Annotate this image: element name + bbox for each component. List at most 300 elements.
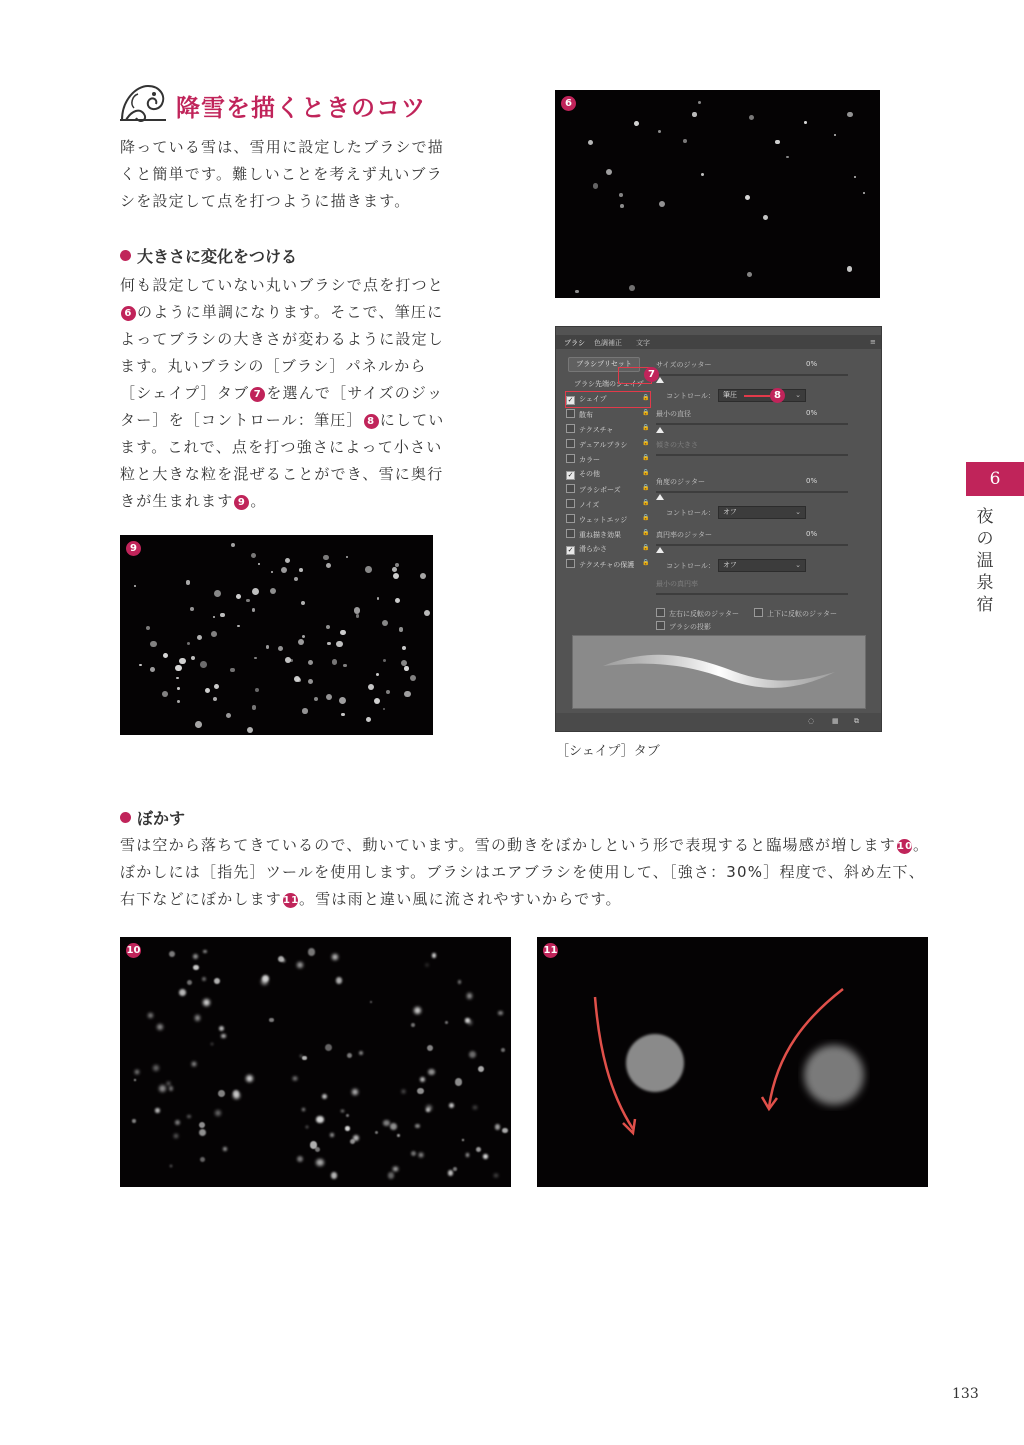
snow-flake (634, 121, 639, 126)
lock-icon[interactable]: 🔒 (642, 469, 650, 476)
snow-flake (252, 608, 255, 611)
snow-flake (297, 678, 301, 682)
min-diameter-value: 0% (806, 409, 818, 417)
snow-flake (404, 691, 410, 697)
text-run: を選んで［サイズのジッター］を［コントロール：筆圧］ (120, 384, 444, 429)
snow-flake (308, 948, 315, 955)
option-label: デュアルブラシ (579, 441, 628, 449)
snow-flake (254, 657, 257, 660)
snow-flake (747, 272, 752, 277)
snow-flake (135, 1070, 139, 1074)
option-checkbox[interactable] (566, 559, 575, 568)
snow-flake (420, 573, 426, 579)
snow-flake (261, 978, 268, 985)
snow-flake (426, 964, 428, 966)
snow-flake (175, 665, 181, 671)
option-label: 散布 (579, 411, 593, 419)
section-heading-size-variation (120, 244, 297, 267)
option-label: カラー (579, 456, 600, 464)
flip-x-jitter-option[interactable] (656, 608, 739, 619)
snow-flake (176, 677, 179, 680)
snow-flake (195, 721, 202, 728)
toggle-icon[interactable]: ◌ (808, 717, 815, 725)
snow-photo-10 (120, 937, 511, 1187)
snow-flake (847, 112, 853, 118)
tilt-scale-slider[interactable] (656, 454, 848, 456)
snow-flake (226, 713, 231, 718)
snow-flake (218, 1090, 225, 1097)
page-number: 133 (952, 1386, 979, 1402)
snow-flake (341, 1110, 343, 1112)
snow-flake (620, 204, 624, 208)
snow-flake (278, 646, 283, 651)
snow-flake (619, 193, 623, 197)
snow-flake (382, 620, 388, 626)
snow-flake (339, 697, 346, 704)
snow-flake (428, 1069, 434, 1075)
snow-flake (266, 645, 269, 648)
angle-jitter-value: 0% (806, 477, 818, 485)
lock-icon[interactable]: 🔒 (642, 454, 650, 461)
snow-flake (698, 101, 701, 104)
snow-flake (219, 1026, 224, 1031)
snow-flake (659, 201, 665, 207)
brush-option-item[interactable] (566, 529, 651, 543)
snow-flake (331, 1172, 338, 1179)
snow-flake (316, 1116, 323, 1123)
snow-flake (469, 1051, 476, 1058)
text-run: 雪は空から落ちてきているので、動いています。雪の動きをぼかしという形で表現すると臨場感が増します (120, 836, 896, 854)
chevron-down-icon: ⌄ (795, 391, 801, 399)
snow-flake (306, 1126, 308, 1128)
option-checkbox[interactable]: ✓ (567, 471, 574, 479)
min-diameter-slider[interactable] (656, 423, 848, 425)
roundness-jitter-label: 真円率のジッター (656, 531, 712, 539)
option-checkbox[interactable] (566, 529, 575, 538)
snow-flake (233, 1092, 240, 1099)
snow-flake (132, 1119, 135, 1122)
snow-flake (383, 659, 387, 663)
section1-paragraph (120, 272, 450, 515)
snow-flake (336, 977, 342, 983)
snow-flake (271, 571, 273, 573)
snow-flake (190, 607, 194, 611)
badge-10: 10 (896, 841, 914, 852)
snow-flake (214, 684, 220, 690)
angle-jitter-slider[interactable] (656, 491, 848, 493)
snow-flake (252, 588, 259, 595)
snow-flake (299, 568, 303, 572)
snow-flake (410, 675, 416, 681)
snow-flake (606, 169, 612, 175)
tab-brush[interactable]: ブラシ (564, 339, 585, 347)
snow-flake (281, 567, 288, 574)
snow-flake (200, 1157, 205, 1162)
snow-flake (353, 1135, 360, 1142)
flip-x-checkbox[interactable] (656, 608, 665, 617)
snow-flake (302, 708, 308, 714)
lock-icon[interactable]: 🔒 (642, 424, 650, 431)
snow-flake (502, 1128, 508, 1134)
snow-flake (302, 1056, 307, 1061)
bullet-icon (120, 812, 131, 823)
snow-flake (155, 1108, 159, 1112)
brush-option-item[interactable] (566, 424, 651, 438)
snow-flake (308, 660, 313, 665)
snow-flake (402, 646, 406, 650)
option-checkbox[interactable] (566, 424, 575, 433)
snow-flake (211, 1043, 213, 1045)
brush-panel-screenshot (555, 326, 882, 732)
lock-icon[interactable]: 🔒 (642, 514, 650, 521)
snow-flake (310, 1141, 317, 1148)
snow-flake (397, 1134, 399, 1136)
snow-flake (213, 616, 215, 618)
snow-flake (214, 978, 220, 984)
brush-option-item[interactable] (566, 454, 651, 468)
option-label: 滑らかさ (579, 545, 607, 553)
snow-flake (177, 700, 180, 703)
snow-flake (427, 1045, 433, 1051)
option-label: テクスチャ (579, 426, 614, 434)
snow-flake (169, 1086, 173, 1090)
photo-badge-11: 11 (543, 945, 558, 956)
snow-flake (191, 656, 195, 660)
lock-icon[interactable]: 🔒 (642, 409, 650, 416)
photo-badge-6: 6 (561, 96, 576, 111)
badge-6: 6 (121, 306, 136, 321)
option-label: その他 (579, 470, 600, 478)
section-heading-text: ぼかす (137, 809, 186, 828)
snow-flake (269, 1018, 273, 1022)
option-checkbox[interactable] (566, 484, 575, 493)
snow-flake (170, 1165, 172, 1167)
snow-flake (445, 1021, 448, 1024)
snow-flake (322, 1094, 327, 1099)
brush-option-item[interactable] (566, 469, 651, 483)
control3-dropdown-value: オフ (723, 561, 737, 569)
photo-badge-9: 9 (126, 541, 141, 556)
snow-flake (494, 1174, 497, 1177)
snow-photo-9 (120, 535, 433, 735)
snow-flake (246, 1075, 253, 1082)
snow-flake (415, 1124, 420, 1129)
snow-flake (302, 635, 305, 638)
snow-flake (346, 556, 348, 558)
brush-option-item[interactable] (566, 544, 651, 558)
bullet-icon (120, 250, 131, 261)
snow-flake (187, 642, 190, 645)
snow-flake (501, 1048, 505, 1052)
angle-jitter-knob[interactable] (656, 494, 664, 500)
snow-flake (375, 1131, 378, 1134)
snow-flake (458, 980, 461, 983)
snow-flake (255, 688, 259, 692)
lock-icon[interactable]: 🔒 (642, 439, 650, 446)
snow-flake (701, 173, 705, 177)
brush-option-item[interactable] (566, 484, 651, 498)
snow-flake (478, 1066, 484, 1072)
badge-11: 11 (283, 895, 300, 906)
control3-dropdown[interactable] (718, 559, 806, 572)
snow-flake (203, 999, 210, 1006)
snow-flake (199, 1129, 206, 1136)
text-run: 。雪は雨と違い風に流されやすいからです。 (299, 890, 622, 908)
snow-flake (221, 1034, 225, 1038)
highlight-box-shape (565, 391, 651, 408)
size-jitter-label: サイズのジッター (656, 361, 712, 369)
snow-flake (455, 1078, 462, 1085)
snow-flake (326, 694, 332, 700)
snow-flake (365, 566, 372, 573)
snow-flake (432, 953, 437, 958)
badge-7: 7 (250, 387, 265, 402)
snow-flake (157, 1024, 163, 1030)
control2-label: コントロール： (666, 509, 715, 517)
snow-flake (246, 599, 249, 602)
brush-option-item[interactable] (566, 439, 651, 453)
text-run: のように単調になります。そこで、筆圧によってブラシの大きさが変わるように設定します。丸いブラシの［ブラシ］パネルから［シェイプ］タブ (120, 303, 445, 402)
snow-flake (325, 1044, 332, 1051)
snow-flake (395, 598, 400, 603)
snow-flake (179, 658, 185, 664)
panel-tab-bar (556, 335, 881, 349)
snow-flake (223, 1147, 227, 1151)
snow-photo-6 (555, 90, 880, 298)
snow-flake (467, 993, 472, 998)
text-run: にしています。これで、点を打つ強さによって小さい粒と大きな粒を混ぜることができ、雪に奥行きが生まれます (120, 411, 445, 510)
snow-flake (424, 610, 430, 616)
snow-flake (163, 653, 168, 658)
snow-flake (346, 1114, 349, 1117)
snow-flake (146, 626, 150, 630)
stroke-preview-icon (573, 636, 865, 708)
badge-8: 8 (364, 414, 379, 429)
snow-flake (417, 1088, 423, 1094)
new-brush-icon[interactable]: ⧉ (854, 717, 859, 725)
snow-flake (683, 139, 687, 143)
brush-preset-button[interactable]: ブラシプリセット (568, 357, 640, 372)
option-label: ノイズ (579, 501, 600, 509)
option-checkbox[interactable] (566, 499, 575, 508)
projection-checkbox[interactable] (656, 621, 665, 630)
snow-flake (332, 659, 338, 665)
brush-tip-shape-item[interactable]: ブラシ先端のシェイプ (574, 380, 644, 388)
snow-flake (775, 140, 780, 145)
callout-7: 7 (644, 367, 659, 382)
snow-flake (159, 1085, 166, 1092)
page-title: 降雪を描くときのコツ (176, 94, 426, 122)
brush-option-item[interactable] (566, 514, 651, 528)
flip-y-label: 上下に反転のジッター (767, 610, 837, 618)
option-checkbox[interactable] (566, 409, 575, 418)
snow-flake (420, 1077, 425, 1082)
lock-icon[interactable]: 🔒 (642, 529, 650, 536)
snow-flake (148, 1013, 153, 1018)
snow-flake (462, 1139, 464, 1141)
snow-flake (426, 1108, 430, 1112)
snow-flake (402, 1090, 405, 1093)
tab-adjustments[interactable]: 色調補正 (594, 339, 622, 347)
min-roundness-label: 最小の真円率 (656, 580, 698, 588)
option-label: シェイプ (579, 395, 607, 403)
lock-icon[interactable]: 🔒 (642, 544, 650, 551)
snow-flake (345, 1126, 350, 1131)
snow-flake (366, 717, 371, 722)
lock-icon[interactable]: 🔒 (642, 484, 650, 491)
option-label: ブラシポーズ (579, 486, 621, 494)
option-checkbox[interactable] (566, 454, 575, 463)
snow-flake (376, 673, 379, 676)
snow-flake (162, 691, 168, 697)
snow-flake (326, 625, 330, 629)
snow-flake (297, 1156, 303, 1162)
snow-flake (383, 1120, 390, 1127)
chevron-down-icon: ⌄ (795, 508, 801, 516)
snow-flake (393, 573, 399, 579)
snow-flake (187, 1115, 190, 1118)
snow-flake (195, 1015, 200, 1020)
snow-flake (153, 1065, 159, 1071)
snow-flake (629, 285, 635, 291)
control3-label: コントロール： (666, 562, 715, 570)
flip-y-jitter-option[interactable] (754, 608, 837, 619)
snow-flake (330, 1133, 334, 1137)
flip-y-checkbox[interactable] (754, 608, 763, 617)
snow-flake (220, 613, 224, 617)
snow-flake (343, 664, 347, 668)
roundness-jitter-slider[interactable] (656, 544, 848, 546)
snow-flake (202, 977, 206, 981)
snow-flake (323, 555, 328, 560)
panel-footer (556, 713, 881, 731)
snow-flake (341, 713, 344, 716)
control2-dropdown-value: オフ (723, 508, 737, 516)
grid-icon[interactable]: ▦ (832, 717, 839, 725)
lock-icon[interactable]: 🔒 (642, 559, 650, 566)
option-checkbox[interactable] (566, 514, 575, 523)
option-label: ウェットエッジ (579, 516, 628, 524)
snow-flake (179, 989, 186, 996)
snow-flake (197, 635, 202, 640)
snow-flake (483, 1154, 488, 1159)
control-label: コントロール： (666, 392, 715, 400)
panel-menu-icon[interactable]: ≡ (870, 338, 876, 346)
snow-flake (368, 684, 374, 690)
snow-flake (258, 563, 260, 565)
snow-flake (473, 1106, 477, 1110)
snow-flake (203, 950, 207, 954)
snow-flake (327, 642, 331, 646)
snow-flake (186, 580, 191, 585)
snow-flake (174, 1134, 178, 1138)
flip-x-label: 左右に反転のジッター (669, 610, 739, 618)
snow-flake (278, 956, 284, 962)
option-checkbox[interactable]: ✓ (567, 396, 574, 404)
chapter-title-vertical: 夜の温泉宿 (976, 507, 994, 615)
snow-flake (745, 195, 750, 200)
snow-flake (236, 594, 241, 599)
snow-flake (390, 1123, 397, 1130)
snow-flake (169, 951, 176, 958)
roundness-jitter-knob[interactable] (656, 547, 664, 553)
snow-flake (199, 1122, 205, 1128)
brush-option-item[interactable] (566, 559, 651, 573)
snow-flake (326, 563, 331, 568)
snow-flake (763, 215, 768, 220)
panel-caption: ［シェイプ］タブ (556, 744, 660, 759)
snow-flake (150, 641, 157, 648)
intro-paragraph: 降っている雪は、雪用に設定したブラシで描くと簡単です。難しいことを考えず丸いブラシを設定して点を打つように描きます。 (120, 138, 445, 210)
snow-flake (298, 639, 304, 645)
option-label: 重ね描き効果 (579, 531, 621, 539)
snow-flake (139, 664, 141, 666)
option-checkbox[interactable]: ✓ (567, 546, 574, 554)
snow-flake (192, 1062, 196, 1066)
snow-flake (392, 567, 397, 572)
snow-flake (193, 954, 198, 959)
snow-flake (215, 1110, 221, 1116)
lock-icon[interactable]: 🔒 (642, 394, 650, 401)
section-heading-blur (120, 806, 185, 829)
snow-flake (352, 1089, 357, 1094)
brush-option-item[interactable] (566, 409, 651, 423)
snow-flake (495, 1124, 501, 1130)
size-jitter-slider[interactable] (656, 374, 848, 376)
min-roundness-slider[interactable] (656, 593, 848, 595)
snow-flake (786, 156, 788, 158)
snow-flake (187, 980, 192, 985)
section2-paragraph (120, 832, 932, 913)
control2-dropdown[interactable] (718, 506, 806, 519)
section-heading-text: 大きさに変化をつける (137, 247, 298, 266)
snow-flake (414, 1007, 421, 1014)
snow-flake (177, 687, 180, 690)
blur-demo-photo-11 (537, 937, 928, 1187)
badge-9: 9 (234, 495, 249, 510)
snow-flake (593, 183, 598, 188)
snow-flake (466, 1153, 470, 1157)
snow-flake (453, 1167, 457, 1171)
snow-flake (211, 631, 217, 637)
option-checkbox[interactable] (566, 439, 575, 448)
snow-flake (449, 1103, 454, 1108)
snow-flake (374, 698, 380, 704)
projection-label: ブラシの投影 (669, 623, 711, 631)
snow-flake (247, 727, 253, 733)
brush-stroke-preview (572, 635, 866, 709)
snow-flake (419, 1153, 423, 1157)
snow-flake (293, 1077, 296, 1080)
snow-flake (356, 614, 360, 618)
tab-character[interactable]: 文字 (636, 339, 650, 347)
min-diameter-knob[interactable] (656, 427, 664, 433)
snow-flake (340, 630, 346, 636)
snow-flake (237, 625, 240, 628)
snow-flake (316, 1159, 324, 1167)
snow-flake (252, 705, 256, 709)
snow-flake (134, 585, 137, 588)
lock-icon[interactable]: 🔒 (642, 499, 650, 506)
brush-option-item[interactable] (566, 499, 651, 513)
snow-flake (230, 668, 235, 673)
size-jitter-value: 0% (806, 360, 818, 368)
brush-projection-option[interactable] (656, 621, 711, 632)
snow-flake (359, 1051, 363, 1055)
snow-flake (399, 627, 403, 631)
swirl-ornament-icon (118, 80, 168, 124)
snow-flake (200, 661, 207, 668)
